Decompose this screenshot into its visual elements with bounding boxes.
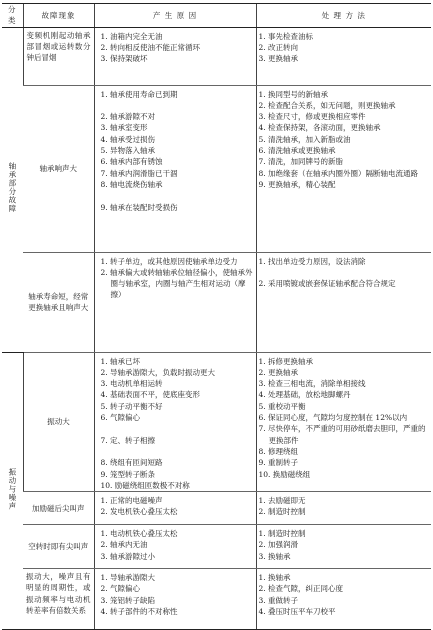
header-symptom: 故障现象: [23, 4, 94, 28]
remedy-item: 1. 拆修更换轴承: [258, 356, 314, 366]
remedy-cell: [256, 85, 431, 252]
symptom-cell: 振动大: [23, 352, 94, 492]
cause-item: 1. 轴承使用寿命已到期: [100, 89, 178, 99]
header-remedy: 处 理 方 法: [256, 4, 431, 28]
remedy-item: 10. 换励磁绕组: [258, 469, 311, 479]
table-row: [2, 252, 431, 352]
cause-item: 4. 基础表面不平，使底座变形: [100, 390, 201, 400]
cause-item: 1. 正常的电磁噪声: [100, 496, 163, 506]
symptom-cell: 空转时即有尖叫声: [23, 525, 94, 569]
cause-item: 1. 转子单边，或其他原因使轴承单边受力: [100, 256, 238, 266]
cause-item: 4. 轴承受过损伤: [100, 134, 156, 144]
cause-item: 2. 轴承内无油: [100, 540, 148, 550]
remedy-item: 6. 清洗轴承或更换轴承: [258, 146, 336, 156]
remedy-item: 2. 检查气隙，纠正同心度: [258, 584, 344, 594]
remedy-item: 1. 去励磁即无: [258, 496, 306, 506]
remedy-item: 4. 处理基础，放松地脚螺丹: [258, 390, 351, 400]
cause-item: 2. 轴承偏大或转轴轴承位轴径偏小，使轴承外圈与轴承室，内圈与轴产生相对运动（摩擦）: [100, 267, 253, 300]
remedy-item: 1. 找出单边受力原因，设法消除: [258, 256, 366, 266]
symptom-cell: 变频机刚起动轴承部冒烟或运转数分钟后冒烟: [23, 27, 94, 85]
cause-cell: [94, 85, 256, 252]
cause-item: 6. 轴承内部有锈蚀: [100, 157, 163, 167]
remedy-cell: [256, 27, 431, 85]
remedy-item: 8. 修理绕组: [258, 446, 299, 456]
remedy-cell: [256, 352, 431, 492]
cause-item: 1. 导轴承游隙大: [100, 573, 156, 583]
remedy-item: 4. 叠压时压平车刀校平: [258, 607, 336, 617]
remedy-item: 2. 更换轴承: [258, 367, 299, 377]
cause-cell: [94, 525, 256, 569]
cause-item: 6. 气隙偏心: [100, 413, 141, 423]
remedy-item: 1. 制造时控制: [258, 529, 306, 539]
category-cell: [2, 27, 23, 352]
category-label: 轴承部分故障: [7, 162, 17, 214]
symptom-cell: 加励磁后尖叫声: [23, 492, 94, 525]
remedy-item: 2. 检查配合关系，如无问题，则更换轴承: [258, 100, 396, 110]
remedy-item: 5. 清洗轴承，加入新脂或油: [258, 134, 351, 144]
remedy-cell: [256, 525, 431, 569]
cause-item: 9. 笼型转子断条: [100, 469, 156, 479]
cause-item: 1. 电动机铁心叠压太松: [100, 529, 178, 539]
category-cell: [2, 352, 23, 630]
remedy-item: 3. 换轴承: [258, 551, 291, 561]
remedy-item: 3. 检查尺寸，修或更换相应零件: [258, 112, 366, 122]
remedy-item: 9. 重制转子: [258, 458, 299, 468]
symptom-cell: 振动大，噪声且有明显的周期性，或振动频率与电动机转差率有倍数关系: [23, 569, 94, 630]
header-category: 分类: [2, 4, 23, 28]
cause-item: 2. 导轴承游隙大，负载时振动更大: [100, 367, 216, 377]
cause-cell: [94, 492, 256, 525]
cause-item: 7. 定、转子相擦: [100, 435, 156, 445]
cause-item: 1. 油箱内完全无油: [100, 31, 163, 41]
remedy-item: 4. 检查保持架，各滚动面，更换轴承: [258, 123, 381, 133]
remedy-item: 2. 加强润滑: [258, 540, 299, 550]
cause-item: 3. 笼铝转子缺陷: [100, 595, 156, 605]
remedy-cell: [256, 492, 431, 525]
remedy-item: 5. 重校动平衡: [258, 401, 306, 411]
remedy-item: 2. 采用喷镀或嵌套保证轴承配合符合规定: [258, 279, 396, 289]
cause-item: 5. 异物落入轴承: [100, 146, 156, 156]
remedy-item: 3. 重做转子: [258, 595, 299, 605]
cause-item: 10. 励磁绕组匝数极不对称: [100, 480, 190, 490]
remedy-item: 1. 换同型号的新轴承: [258, 89, 329, 99]
cause-cell: [94, 252, 256, 352]
header-row: [2, 4, 431, 28]
cause-item: 9. 轴承在装配时受损伤: [100, 202, 178, 212]
symptom-cell: 轴承寿命短，经常更换轴承且响声大: [23, 252, 94, 352]
cause-item: 1. 轴承已坏: [100, 356, 141, 366]
cause-item: 2. 轴承游隙不对: [100, 112, 156, 122]
header-cause: 产 生 原 因: [94, 4, 256, 28]
cause-cell: [94, 569, 256, 630]
cause-item: 2. 发电机铁心叠压太松: [100, 507, 178, 517]
remedy-item: 2. 改正转向: [258, 42, 299, 52]
remedy-item: 3. 检查三相电流，消除单相接线: [258, 379, 366, 389]
cause-item: 3. 保持架破坏: [100, 54, 148, 64]
remedy-item: 1. 事先检查油标: [258, 31, 314, 41]
remedy-item: 7. 清洗，加同牌号的新脂: [258, 157, 344, 167]
table-row: [2, 85, 431, 252]
cause-item: 5. 转子动平衡不好: [100, 401, 163, 411]
cause-item: 2. 转向相反使油不能正常循环: [100, 42, 201, 52]
cause-cell: [94, 27, 256, 85]
cause-item: 4. 转子部件的不对称性: [100, 607, 178, 617]
table-row: [2, 352, 431, 492]
cause-cell: [94, 352, 256, 492]
symptom-cell: 轴承响声大: [23, 85, 94, 252]
remedy-item: 9. 更换轴承，精心装配: [258, 179, 336, 189]
cause-item: 7. 轴承内润滑脂已干涸: [100, 168, 178, 178]
cause-item: 8. 绕组有匝间短路: [100, 458, 163, 468]
remedy-item: 8. 加绝缘套（在轴承内圈外圈）隔断轴电流通路: [258, 168, 419, 178]
cause-item: 3. 电动机单相运转: [100, 379, 163, 389]
table-row: [2, 27, 431, 85]
table-row: [2, 492, 431, 525]
remedy-item: 6. 保证同心度，气隙均匀度控制在 12%以内: [258, 413, 408, 423]
remedy-item: 1. 换轴承: [258, 573, 291, 583]
table-row: [2, 525, 431, 569]
remedy-item: 7. 尽快停车，不严重的可用砂纸磨去胆印，严重的更换部件: [258, 424, 426, 445]
table-row: [2, 569, 431, 630]
cause-item: 2. 气隙偏心: [100, 584, 141, 594]
remedy-item: 2. 制造时控制: [258, 507, 306, 517]
remedy-cell: [256, 569, 431, 630]
cause-item: 8. 轴电流烧伤轴承: [100, 179, 163, 189]
cause-item: 3. 轴承室变形: [100, 123, 148, 133]
remedy-cell: [256, 252, 431, 352]
category-label: 振动与噪声: [7, 467, 17, 511]
remedy-item: 3. 更换轴承: [258, 54, 299, 64]
cause-item: 3. 轴承游隙过小: [100, 551, 156, 561]
fault-table: [2, 3, 431, 630]
